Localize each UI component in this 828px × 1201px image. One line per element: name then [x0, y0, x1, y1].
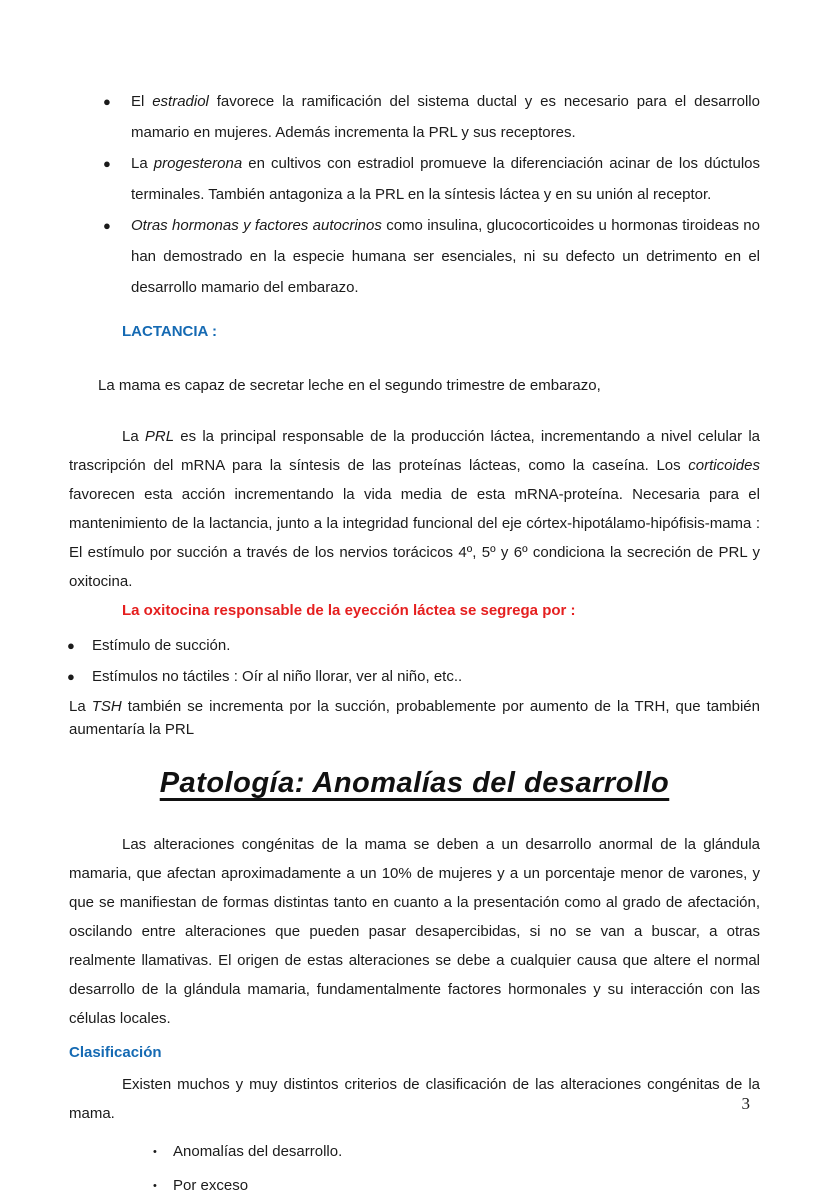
list-item: [69, 148, 760, 210]
list-item: [69, 86, 760, 148]
tsh-paragraph: La TSH también se incrementa por la succión, probablemente por aumento de la TRH, que también aumentaría la PRL: [69, 698, 760, 738]
pathology-intro-paragraph: Las alteraciones congénitas de la mama se deben a un desarrollo anormal de la glándula mamaria, que afectan aproximadamente a un 10% de mujeres y a un porcentaje menor de varones, y que se manifiestan de formas distintas tanto en cuanto a la presentación como al grado de afectación, oscilando entre alteraciones que pueden pasar desapercibidas, si no se van a buscar, a otras realmente llamativas. El origen de estas alteraciones se debe a cualquier causa que altere el normal desarrollo de la glándula mamaria, fundamentalmente factores hormonales y su interacción con las células locales.: [69, 836, 760, 1027]
list-item-text: Otras hormonas y factores autocrinos como insulina, glucocorticoides u hormonas tiroideas no han demostrado en la especie humana ser esenciales, ni su defecto un detrimento en el desarrollo mamario del embarazo.: [131, 217, 760, 296]
list-item-text: Estímulos no táctiles : Oír al niño llorar, ver al niño, etc..: [92, 668, 463, 685]
stimulus-bullet-list: [69, 630, 760, 692]
list-item: [69, 1137, 760, 1167]
list-item-text: Por exceso: [173, 1177, 249, 1194]
lactancia-intro: La mama es capaz de secretar leche en el segundo trimestre de embarazo,: [98, 377, 601, 394]
lactancia-heading: LACTANCIA :: [122, 323, 217, 340]
hormone-bullet-list: [69, 86, 760, 303]
list-item-text: La progesterona en cultivos con estradiol promueve la diferenciación acinar de los dúctulos terminales. También antagoniza a la PRL en la síntesis láctea y en su unión al receptor.: [131, 155, 760, 203]
pathology-title-text: Patología: Anomalías del desarrollo: [159, 767, 670, 799]
bullet-icon: ●: [103, 94, 111, 109]
list-item-text: Anomalías del desarrollo.: [173, 1143, 343, 1160]
list-item: [69, 630, 760, 661]
page-number: 3: [741, 1094, 750, 1113]
list-item: [69, 661, 760, 692]
bullet-icon: •: [153, 1180, 157, 1192]
classification-intro: Existen muchos y muy distintos criterios de clasificación de las alteraciones congénitas de la mama.: [69, 1076, 760, 1122]
classification-bullet-list: [69, 1137, 760, 1201]
pathology-title: [69, 767, 760, 800]
oxytocin-heading: La oxitocina responsable de la eyección láctea se segrega por :: [122, 602, 576, 619]
bullet-icon: ●: [103, 156, 111, 171]
prl-paragraph: La PRL es la principal responsable de la producción láctea, incrementando a nivel celular la trascripción del mRNA para la síntesis de las proteínas lácteas, como la caseína. Los corticoides favorecen esta acción incrementando la vida media de esta mRNA-proteína. Necesaria para el mantenimiento de la lactancia, junto a la integridad funcional del eje córtex-hipotálamo-hipófisis-mama : El estímulo por succión a través de los nervios torácicos 4º, 5º y 6º condiciona la secreción de PRL y oxitocina.: [69, 428, 760, 590]
bullet-icon: •: [153, 1146, 157, 1158]
list-item: [69, 1171, 760, 1201]
list-item: [69, 210, 760, 303]
list-item-text: El estradiol favorece la ramificación del sistema ductal y es necesario para el desarrollo mamario en mujeres. Además incrementa la PRL y sus receptores.: [131, 93, 760, 141]
classification-heading: Clasificación: [69, 1044, 162, 1061]
bullet-icon: ●: [67, 669, 75, 684]
list-item-text: Estímulo de succión.: [92, 637, 231, 654]
bullet-icon: ●: [103, 218, 111, 233]
bullet-icon: ●: [67, 638, 75, 653]
